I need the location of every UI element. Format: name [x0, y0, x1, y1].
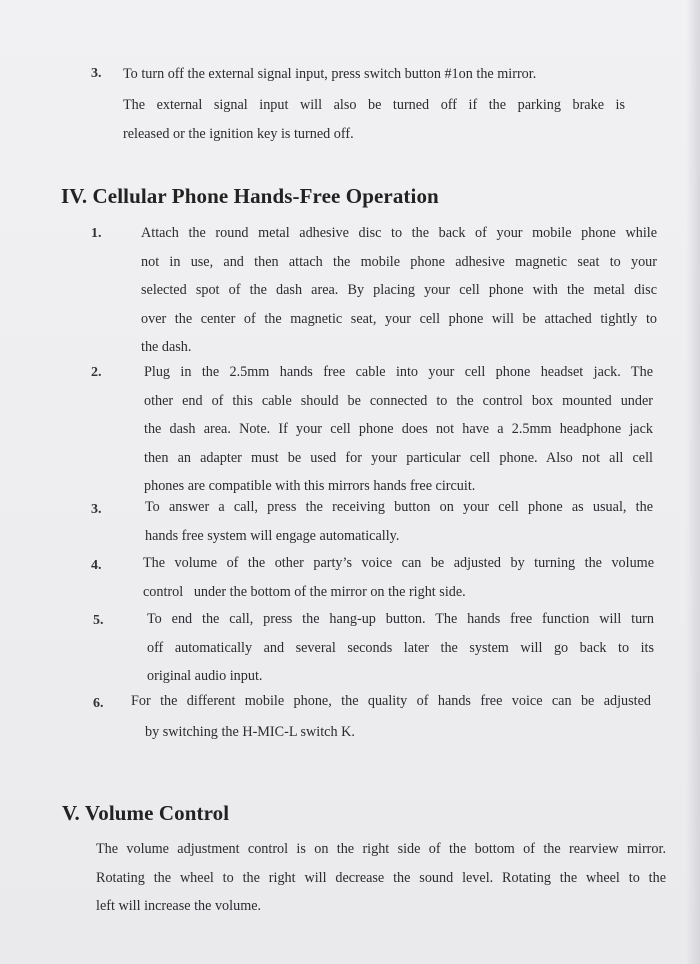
list-item [143, 549, 654, 606]
text-line: For the different mobile phone, the quality of hands free voice can be adjusted [131, 693, 651, 709]
item-number: 6. [93, 696, 104, 711]
text-line: the dash. [141, 339, 192, 355]
text-line: hands free system will engage automatically. [145, 527, 400, 544]
text-line: then an adapter must be used for your particular cell phone. Also not all cell [144, 449, 653, 466]
text-line: phones are compatible with this mirrors hands free circuit. [144, 478, 476, 494]
text-line: To end the call, press the hang-up button. The hands free function will turn [147, 611, 654, 627]
item-number: 2. [91, 365, 102, 380]
item-number: 1. [91, 226, 102, 241]
text-line: To answer a call, press the receiving button on your cell phone as usual, the [145, 499, 653, 515]
item-number: 3. [91, 502, 102, 517]
text-line: selected spot of the dash area. By placing your cell phone with the metal disc [141, 282, 657, 298]
text-line: Rotating the wheel to the right will decrease the sound level. Rotating the wheel to the [96, 869, 666, 886]
text-line: released or the ignition key is turned off. [123, 126, 354, 142]
list-item [145, 493, 653, 550]
text-line: The external signal input will also be turned off if the parking brake is [123, 96, 625, 113]
list-item [141, 219, 657, 362]
section-body [96, 835, 666, 921]
list-item [123, 60, 625, 149]
text-line: other end of this cable should be connected to the control box mounted under [144, 392, 653, 409]
list-item [144, 358, 653, 501]
page-edge-shadow [686, 0, 700, 964]
text-line: Attach the round metal adhesive disc to the back of your mobile phone while [141, 225, 657, 241]
text-line: left will increase the volume. [96, 898, 262, 914]
item-number: 4. [91, 558, 102, 573]
section-heading: IV. Cellular Phone Hands-Free Operation [61, 184, 439, 208]
list-item [131, 687, 651, 746]
item-number: 5. [93, 613, 104, 628]
text-line: over the center of the magnetic seat, your cell phone will be attached tightly to [141, 310, 657, 327]
list-item [147, 605, 654, 691]
text-line: by switching the H-MIC-L switch K. [145, 723, 355, 740]
section-heading: V. Volume Control [62, 801, 230, 825]
item-number: 3. [91, 66, 102, 81]
text-line: original audio input. [147, 668, 263, 684]
text-line: the dash area. Note. If your cell phone does not have a 2.5mm headphone jack [144, 421, 653, 437]
text-line: The volume of the other party’s voice can be adjusted by turning the volume [143, 555, 654, 571]
text-line: control under the bottom of the mirror on the right side. [143, 583, 466, 600]
text-line: To turn off the external signal input, press switch button #1on the mirror. [123, 66, 537, 82]
text-line: off automatically and several seconds later the system will go back to its [147, 639, 654, 656]
text-line: not in use, and then attach the mobile phone adhesive magnetic seat to your [141, 253, 657, 270]
text-line: Plug in the 2.5mm hands free cable into your cell phone headset jack. The [144, 364, 653, 380]
text-line: The volume adjustment control is on the right side of the bottom of the rearview mirror. [96, 841, 666, 857]
